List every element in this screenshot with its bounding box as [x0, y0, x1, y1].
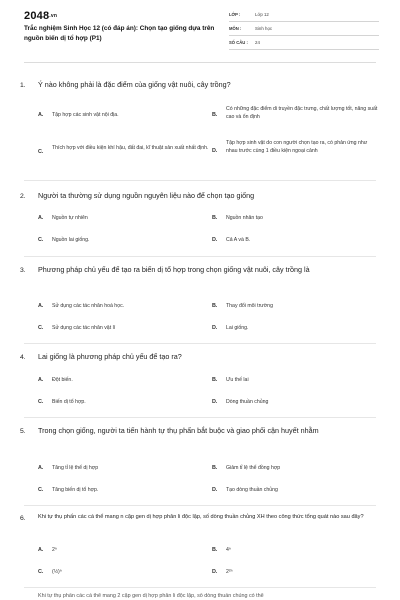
question-number: 3. — [20, 267, 26, 274]
option-letter: D. — [212, 399, 218, 405]
option-text: Tập hợp các sinh vật nội địa. — [52, 112, 119, 118]
option-text: Lai giống. — [226, 325, 249, 331]
meta-label: LỚP : — [229, 12, 241, 17]
question-divider — [24, 505, 376, 506]
question-text: Phương pháp chủ yếu để tạo ra biến dị tổ hợp trong chọn giống vật nuôi, cây trồng là — [38, 265, 310, 274]
question-text: Khi tự thụ phấn các cá thể mang n cặp gen dị hợp phân li độc lập, số dòng thuần chủng XH theo công thức tổng quát nào sau đây? — [38, 514, 364, 520]
option-letter: A. — [38, 465, 44, 471]
option-letter: B. — [212, 377, 218, 383]
option-text: Có những đặc điểm di truyền đặc trưng, chất lượng tốt, năng suất cao và ổn định — [226, 106, 378, 120]
option-text: Tạo dòng thuần chủng — [226, 487, 278, 493]
option-letter: B. — [212, 465, 218, 471]
option-letter: B. — [212, 215, 218, 221]
option-d[interactable] — [212, 569, 380, 577]
option-c[interactable] — [38, 325, 208, 333]
option-text: Sử dụng các tác nhân hoá học. — [52, 303, 125, 309]
question-divider — [24, 343, 376, 344]
option-text: Nguồn lai giống. — [52, 237, 90, 243]
option-c[interactable] — [38, 145, 210, 155]
page-header — [0, 0, 400, 64]
option-text: Thích hợp với điều kiện khí hậu, đất đai, kĩ thuật sản xuất nhất định. — [52, 145, 209, 151]
question-text: Lai giống là phương pháp chủ yếu để tạo ra? — [38, 352, 182, 361]
option-b[interactable] — [212, 547, 380, 555]
option-d[interactable] — [212, 487, 380, 495]
option-text: Tập hợp sinh vật do con người chọn tạo ra, có phản ứng như nhau trước cùng 1 điều kiện ngoại cảnh — [226, 140, 368, 154]
option-d[interactable] — [212, 325, 380, 333]
option-d[interactable] — [212, 399, 380, 407]
question-divider — [24, 180, 376, 181]
option-b[interactable] — [212, 377, 380, 385]
option-text: Ưu thế lai — [226, 377, 249, 383]
meta-label: SỐ CÂU : — [229, 40, 248, 45]
question-text-cut: Khi tự thụ phấn các cá thể mang 2 cặp gen dị hợp phân li độc lập, số dòng thuần chủng có thể — [38, 593, 264, 599]
question-number: 5. — [20, 428, 26, 435]
option-letter: A. — [38, 547, 44, 553]
option-letter: C. — [38, 399, 44, 405]
question-divider — [24, 256, 376, 257]
option-letter: D. — [212, 237, 218, 243]
option-d[interactable] — [212, 237, 380, 245]
meta-row-count — [229, 36, 379, 50]
question-number: 4. — [20, 354, 26, 361]
question-divider — [24, 417, 376, 418]
option-letter: C. — [38, 237, 44, 243]
option-letter: B. — [212, 112, 218, 118]
option-a[interactable] — [38, 303, 208, 311]
option-c[interactable] — [38, 569, 208, 577]
question-number: 6. — [20, 515, 26, 522]
logo-main: 2048 — [24, 10, 50, 22]
option-b[interactable] — [212, 106, 380, 122]
option-text: Tăng biến dị tổ hợp. — [52, 487, 99, 493]
option-c[interactable] — [38, 399, 208, 407]
option-text: Biến dị tổ hợp. — [52, 399, 86, 405]
option-text: Giảm tỉ lệ thể đồng hợp — [226, 465, 281, 471]
logo-suffix: .vn — [49, 13, 58, 20]
question-text: Trong chọn giống, người ta tiến hành tự thụ phấn bắt buộc và giao phối cận huyết nhằm — [38, 426, 319, 435]
question-text: Người ta thường sử dụng nguồn nguyên liệu nào để chọn tạo giống — [38, 191, 255, 200]
option-d[interactable] — [212, 140, 380, 156]
site-logo[interactable] — [24, 10, 57, 22]
option-c[interactable] — [38, 237, 208, 245]
option-letter: D. — [212, 148, 218, 154]
option-letter: D. — [212, 325, 218, 331]
option-text: Tăng tỉ lệ thể dị hợp — [52, 465, 99, 471]
option-letter: C. — [38, 149, 44, 155]
quiz-meta — [229, 8, 379, 50]
option-text: (½)ⁿ — [52, 569, 62, 575]
option-b[interactable] — [212, 303, 380, 311]
option-text: 2ⁿ — [52, 547, 57, 553]
option-letter: D. — [212, 569, 218, 575]
option-a[interactable] — [38, 465, 208, 473]
option-text: 2²ⁿ — [226, 569, 233, 575]
meta-value: Sinh học — [255, 26, 273, 31]
option-letter: A. — [38, 215, 44, 221]
option-text: Nguồn nhân tạo — [226, 215, 263, 221]
option-text: Nguồn tự nhiên — [52, 215, 88, 221]
meta-row-subject — [229, 22, 379, 36]
question-number: 2. — [20, 193, 26, 200]
meta-row-class — [229, 8, 379, 22]
header-divider — [24, 62, 376, 63]
option-a[interactable] — [38, 377, 208, 385]
question-divider — [24, 587, 376, 588]
option-a[interactable] — [38, 112, 208, 120]
option-letter: C. — [38, 487, 44, 493]
option-letter: A. — [38, 377, 44, 383]
option-text: Dòng thuần chủng — [226, 399, 269, 405]
option-a[interactable] — [38, 547, 208, 555]
option-text: Đột biến. — [52, 377, 73, 383]
meta-value: 24 — [255, 40, 260, 45]
option-letter: B. — [212, 303, 218, 309]
option-letter: A. — [38, 112, 44, 118]
option-text: Thay đổi môi trường — [226, 303, 273, 309]
option-letter: B. — [212, 547, 218, 553]
option-letter: C. — [38, 325, 44, 331]
option-b[interactable] — [212, 465, 380, 473]
option-text: Cả A và B. — [226, 237, 251, 243]
question-text: Ý nào không phải là đặc điểm của giống vật nuôi, cây trồng? — [38, 80, 231, 89]
option-letter: D. — [212, 487, 218, 493]
meta-value: Lớp 12 — [255, 12, 269, 17]
meta-label: MÔN : — [229, 26, 242, 31]
option-a[interactable] — [38, 215, 208, 223]
option-c[interactable] — [38, 487, 208, 495]
quiz-title: Trắc nghiệm Sinh Học 12 (có đáp án): Chọn tạo giống dựa trên nguồn biến dị tổ hợp (P1) — [24, 25, 215, 42]
option-letter: C. — [38, 569, 44, 575]
option-text: Sử dụng các tác nhân vật lí — [52, 325, 116, 331]
option-text: 4ⁿ — [226, 547, 231, 553]
question-number: 1. — [20, 82, 26, 89]
option-letter: A. — [38, 303, 44, 309]
option-b[interactable] — [212, 215, 380, 223]
